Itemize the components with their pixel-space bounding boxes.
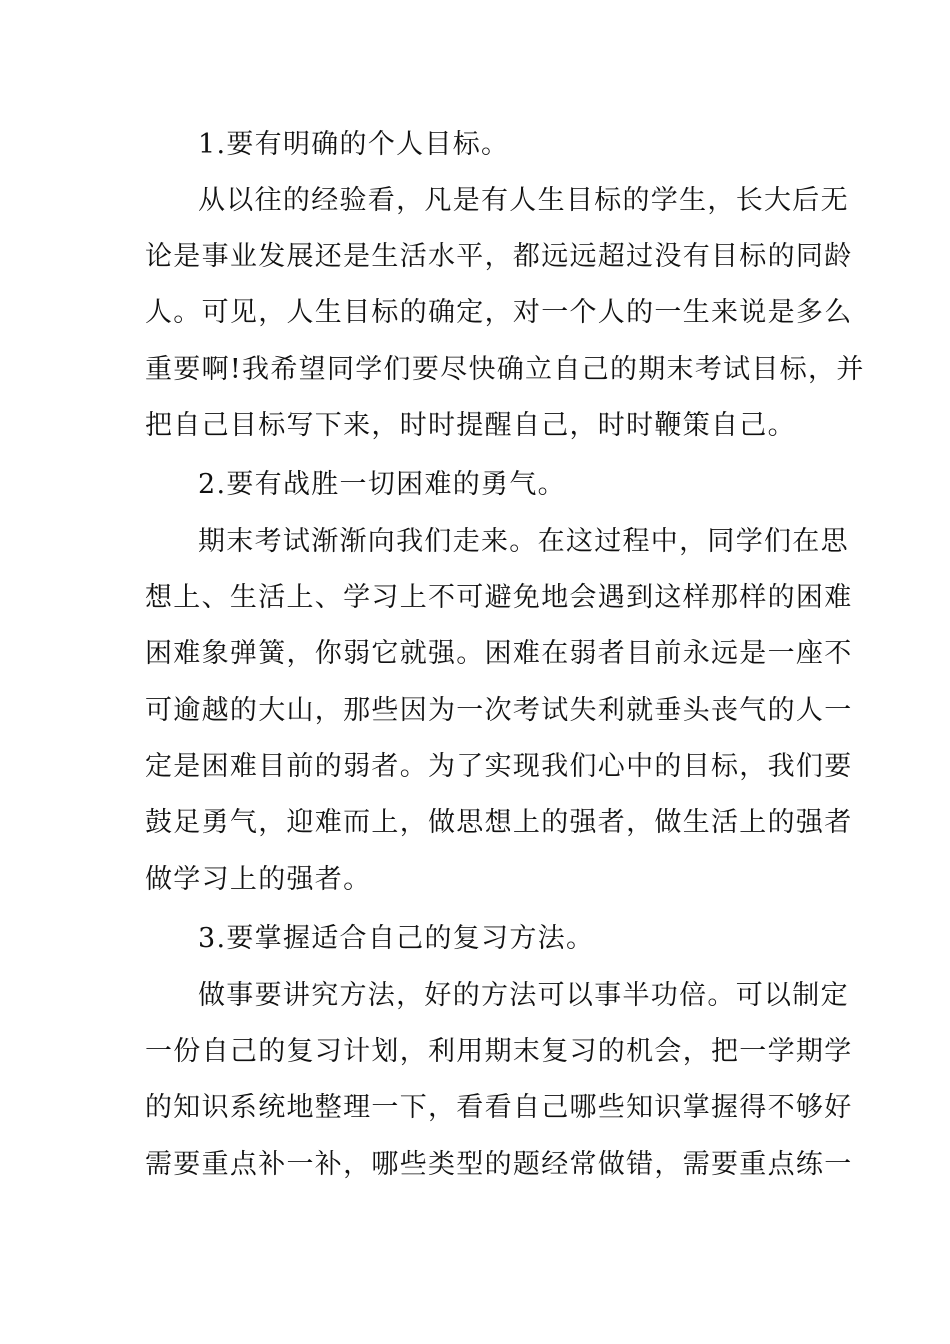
paragraph-line: 想上、生活上、学习上不可避免地会遇到这样那样的困难 (145, 582, 853, 613)
paragraph-line: 的知识系统地整理一下，看看自己哪些知识掌握得不够好 (145, 1092, 853, 1123)
paragraph-line: 把自己目标写下来，时时提醒自己，时时鞭策自己。 (145, 410, 796, 441)
paragraph-line: 从以往的经验看，凡是有人生目标的学生，长大后无 (198, 185, 849, 216)
paragraph-line: 困难象弹簧，你弱它就强。困难在弱者目前永远是一座不 (145, 638, 853, 669)
heading-2: 2.要有战胜一切困难的勇气。 (198, 469, 566, 500)
paragraph-line: 鼓足勇气，迎难而上，做思想上的强者，做生活上的强者 (145, 807, 853, 838)
paragraph-line: 可逾越的大山，那些因为一次考试失利就垂头丧气的人一 (145, 695, 853, 726)
paragraph-line: 做学习上的强者。 (145, 864, 372, 895)
paragraph-line: 重要啊!我希望同学们要尽快确立自己的期末考试目标，并 (145, 354, 865, 385)
paragraph-line: 定是困难目前的弱者。为了实现我们心中的目标，我们要 (145, 751, 853, 782)
paragraph-line: 需要重点补一补，哪些类型的题经常做错，需要重点练一 (145, 1149, 853, 1180)
heading-3: 3.要掌握适合自己的复习方法。 (198, 923, 595, 954)
paragraph-line: 期末考试渐渐向我们走来。在这过程中，同学们在思 (198, 526, 849, 557)
heading-1: 1.要有明确的个人目标。 (198, 129, 510, 160)
paragraph-line: 一份自己的复习计划，利用期末复习的机会，把一学期学 (145, 1036, 853, 1067)
paragraph-line: 人。可见，人生目标的确定，对一个人的一生来说是多么 (145, 297, 853, 328)
paragraph-line: 做事要讲究方法，好的方法可以事半功倍。可以制定 (198, 980, 849, 1011)
paragraph-line: 论是事业发展还是生活水平，都远远超过没有目标的同龄 (145, 241, 853, 272)
